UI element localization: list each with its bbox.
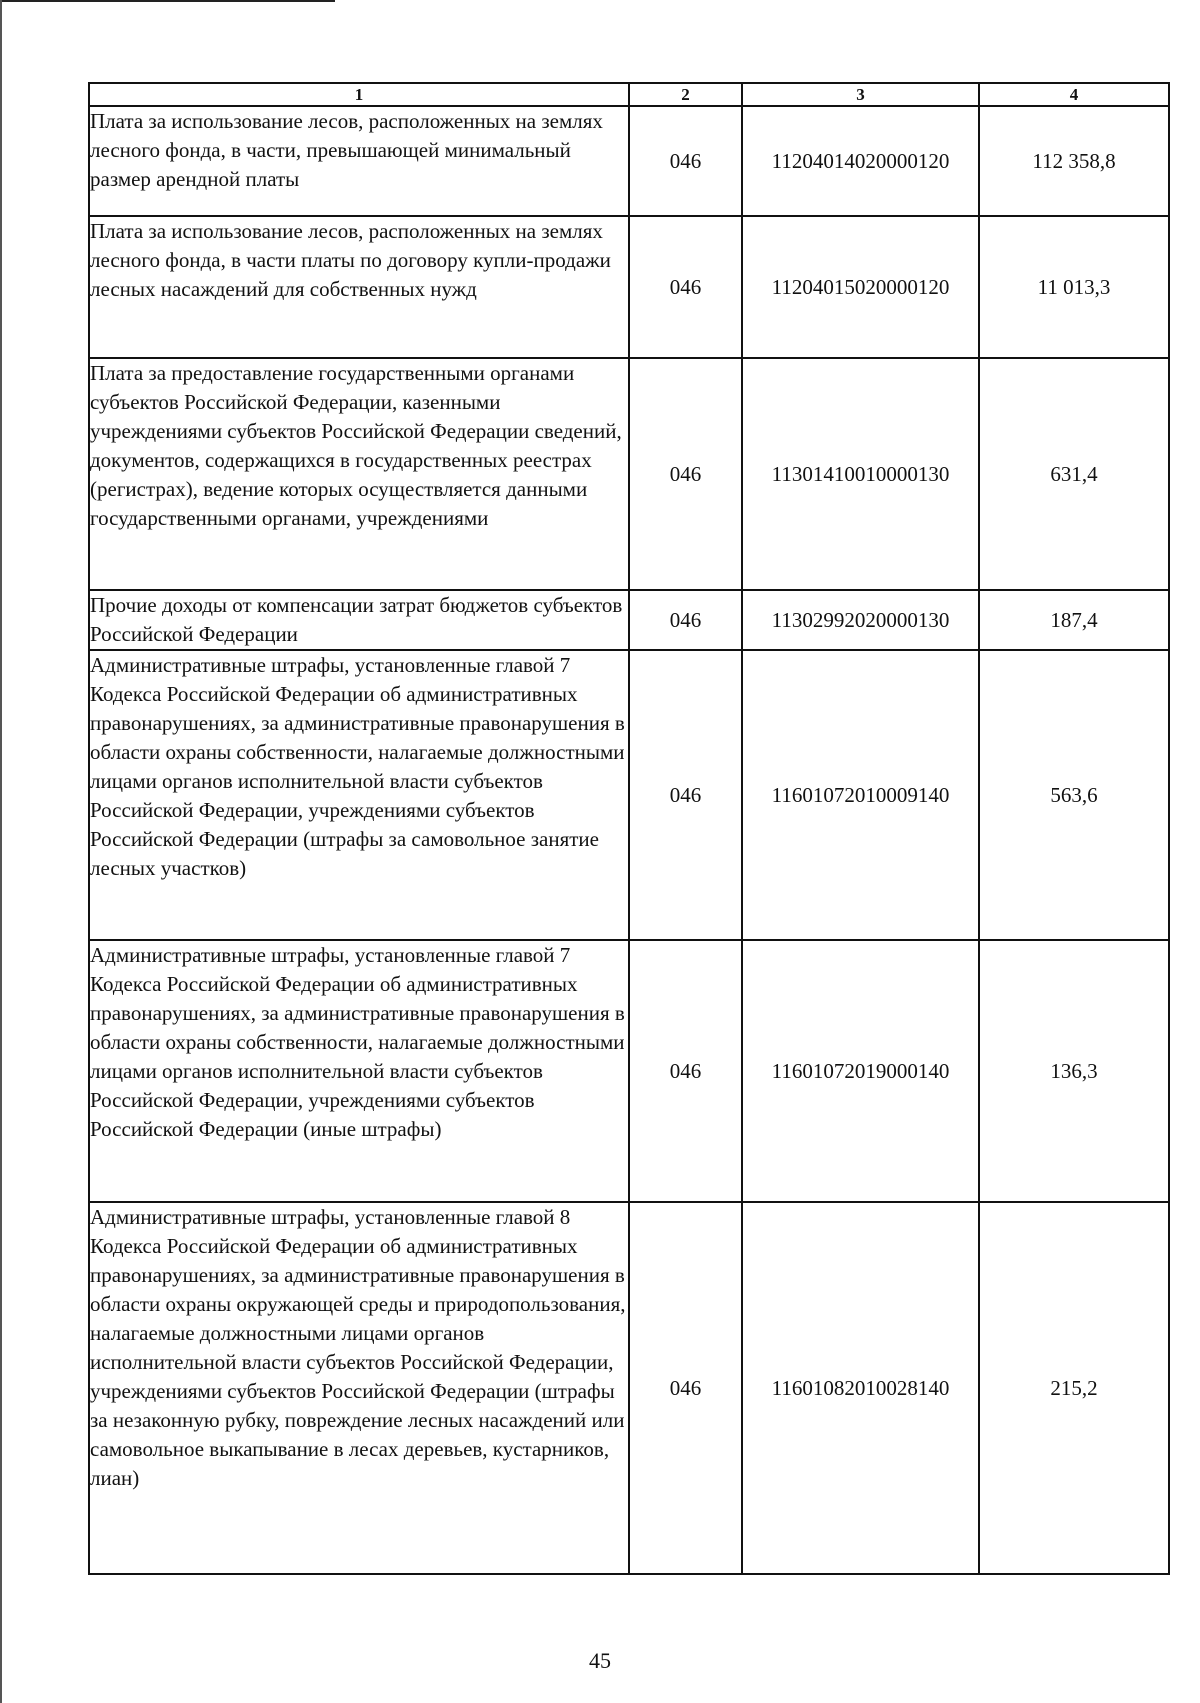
- header-col-3: 3: [742, 83, 979, 106]
- table-row: [89, 106, 1169, 216]
- row-admin-code: 046: [629, 650, 742, 940]
- page-number: 45: [589, 1648, 611, 1673]
- row-description: Плата за использование лесов, расположенных на землях лесного фонда, в части, превышающей минимальный размер арендной платы: [89, 106, 629, 216]
- header-col-2: 2: [629, 83, 742, 106]
- budget-revenue-table: [88, 82, 1170, 1575]
- page-left-border: [0, 0, 2, 1703]
- page-top-border: [0, 0, 335, 2]
- row-admin-code: 046: [629, 216, 742, 358]
- row-description: Прочие доходы от компенсации затрат бюджетов субъектов Российской Федерации: [89, 590, 629, 650]
- row-kbk-code: 11204015020000120: [742, 216, 979, 358]
- table-row: [89, 940, 1169, 1202]
- table-row: [89, 1202, 1169, 1574]
- table-row: [89, 590, 1169, 650]
- row-amount: 563,6: [979, 650, 1169, 940]
- row-admin-code: 046: [629, 1202, 742, 1574]
- header-col-1: 1: [89, 83, 629, 106]
- row-admin-code: 046: [629, 590, 742, 650]
- row-amount: 112 358,8: [979, 106, 1169, 216]
- row-admin-code: 046: [629, 940, 742, 1202]
- header-col-4: 4: [979, 83, 1169, 106]
- table-row: [89, 216, 1169, 358]
- table-row: [89, 650, 1169, 940]
- row-amount: 187,4: [979, 590, 1169, 650]
- row-description: Административные штрафы, установленные главой 7 Кодекса Российской Федерации об административных правонарушениях, за административные правонарушения в области охраны собственности, налагаемые должностными лицами органов исполнительной власти субъектов Российской Федерации, учреждениями субъектов Российской Федерации (штрафы за самовольное занятие лесных участков): [89, 650, 629, 940]
- row-kbk-code: 11301410010000130: [742, 358, 979, 590]
- row-description: Административные штрафы, установленные главой 8 Кодекса Российской Федерации об административных правонарушениях, за административные правонарушения в области охраны окружающей среды и природопользования, налагаемые должностными лицами органов исполнительной власти субъектов Российской Федерации, учреждениями субъектов Российской Федерации (штрафы за незаконную рубку, повреждение лесных насаждений или самовольное выкапывание в лесах деревьев, кустарников, лиан): [89, 1202, 629, 1574]
- row-kbk-code: 11302992020000130: [742, 590, 979, 650]
- row-amount: 215,2: [979, 1202, 1169, 1574]
- row-kbk-code: 11601072010009140: [742, 650, 979, 940]
- row-admin-code: 046: [629, 106, 742, 216]
- row-description: Административные штрафы, установленные главой 7 Кодекса Российской Федерации об административных правонарушениях, за административные правонарушения в области охраны собственности, налагаемые должностными лицами органов исполнительной власти субъектов Российской Федерации, учреждениями субъектов Российской Федерации (иные штрафы): [89, 940, 629, 1202]
- table-header-row: [89, 83, 1169, 106]
- table-row: [89, 358, 1169, 590]
- row-admin-code: 046: [629, 358, 742, 590]
- row-amount: 11 013,3: [979, 216, 1169, 358]
- row-kbk-code: 11601082010028140: [742, 1202, 979, 1574]
- row-kbk-code: 11204014020000120: [742, 106, 979, 216]
- row-amount: 631,4: [979, 358, 1169, 590]
- row-kbk-code: 11601072019000140: [742, 940, 979, 1202]
- row-description: Плата за предоставление государственными органами субъектов Российской Федерации, казенными учреждениями субъектов Российской Федерации сведений, документов, содержащихся в государственных реестрах (регистрах), ведение которых осуществляется данными государственными органами, учреждениями: [89, 358, 629, 590]
- row-amount: 136,3: [979, 940, 1169, 1202]
- row-description: Плата за использование лесов, расположенных на землях лесного фонда, в части платы по договору купли-продажи лесных насаждений для собственных нужд: [89, 216, 629, 358]
